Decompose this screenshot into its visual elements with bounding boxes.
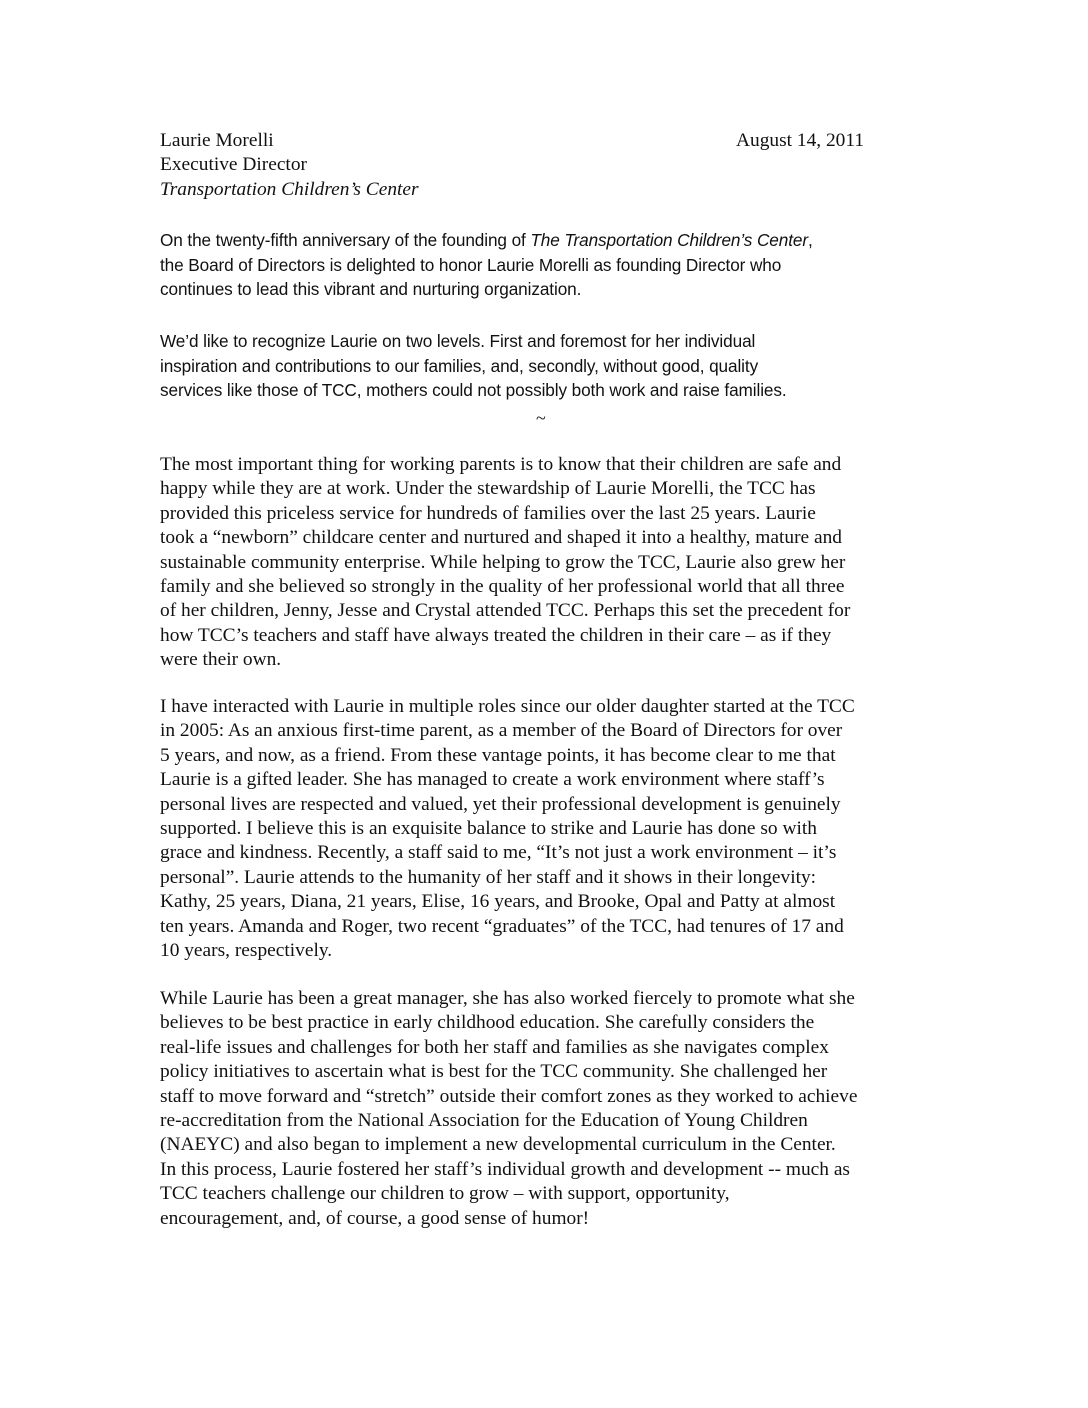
body-line: While Laurie has been a great manager, she has also worked fiercely to promote what she xyxy=(160,988,855,1009)
intro-line-text: , xyxy=(807,230,813,250)
body-line: I have interacted with Laurie in multiple roles since our older daughter started at the TCC xyxy=(160,696,855,717)
recognition-line: inspiration and contributions to our families, and, secondly, without good, quality xyxy=(160,355,759,376)
body-line: encouragement, and, of course, a good sense of humor! xyxy=(160,1207,590,1229)
body-line: were their own. xyxy=(160,649,282,671)
recognition-line: We’d like to recognize Laurie on two levels. First and foremost for her individual xyxy=(160,331,756,351)
body-line: sustainable community enterprise. While helping to grow the TCC, Laurie also grew her xyxy=(160,551,846,573)
body-line: personal”. Laurie attends to the humanity of her staff and it shows in their longevity: xyxy=(160,866,817,888)
paragraph-best-practice xyxy=(160,987,950,1231)
body-line: The most important thing for working parents is to know that their children are safe and xyxy=(160,454,842,475)
recipient-organization: Transportation Children’s Center xyxy=(160,178,419,200)
body-line: family and she believed so strongly in the quality of her professional world that all three xyxy=(160,576,845,598)
recipient-name: Laurie Morelli xyxy=(160,130,274,151)
recognition-paragraph xyxy=(160,329,950,403)
body-line: took a “newborn” childcare center and nurtured and shaped it into a healthy, mature and xyxy=(160,527,842,549)
body-line: supported. I believe this is an exquisite balance to strike and Laurie has done so with xyxy=(160,818,817,840)
body-line: personal lives are respected and valued, yet their professional development is genuinely xyxy=(160,793,841,815)
body-line: staff to move forward and “stretch” outside their comfort zones as they worked to achieve xyxy=(160,1085,858,1107)
body-line: re-accreditation from the National Association for the Education of Young Children xyxy=(160,1110,808,1132)
organization-name: The Transportation Children’s Center xyxy=(530,230,808,250)
intro-line: continues to lead this vibrant and nurturing organization. xyxy=(160,279,582,300)
body-line: of her children, Jenny, Jesse and Crystal attended TCC. Perhaps this set the precedent for xyxy=(160,600,851,622)
body-line: believes to be best practice in early childhood education. She carefully considers the xyxy=(160,1012,815,1034)
body-line: 5 years, and now, as a friend. From these vantage points, it has become clear to me that xyxy=(160,744,836,766)
body-line: how TCC’s teachers and staff have always treated the children in their care – as if they xyxy=(160,624,832,646)
body-line: real-life issues and challenges for both her staff and families as she navigates complex xyxy=(160,1036,829,1058)
intro-line xyxy=(160,228,950,253)
body-line: In this process, Laurie fostered her staff’s individual growth and development -- much as xyxy=(160,1158,850,1180)
intro-line: the Board of Directors is delighted to honor Laurie Morelli as founding Director who xyxy=(160,254,782,275)
body-line: provided this priceless service for hundreds of families over the last 25 years. Laurie xyxy=(160,502,816,524)
intro-line-text: On the twenty-fifth anniversary of the founding of xyxy=(160,230,531,250)
paragraph-stewardship xyxy=(160,453,950,673)
body-line: Kathy, 25 years, Diana, 21 years, Elise, 16 years, and Brooke, Opal and Patty at almost xyxy=(160,891,836,913)
intro-paragraph xyxy=(160,228,950,302)
body-line: TCC teachers challenge our children to grow – with support, opportunity, xyxy=(160,1183,730,1205)
letter-date: August 14, 2011 xyxy=(736,130,865,151)
body-line: 10 years, respectively. xyxy=(160,940,333,962)
body-line: grace and kindness. Recently, a staff said to me, “It’s not just a work environment – it’s xyxy=(160,842,837,864)
body-line: policy initiatives to ascertain what is best for the TCC community. She challenged her xyxy=(160,1061,828,1083)
body-line: ten years. Amanda and Roger, two recent “graduates” of the TCC, had tenures of 17 and xyxy=(160,915,844,937)
body-line: in 2005: As an anxious first-time parent, as a member of the Board of Directors for over xyxy=(160,720,843,742)
body-line: happy while they are at work. Under the stewardship of Laurie Morelli, the TCC has xyxy=(160,478,816,500)
recognition-line: services like those of TCC, mothers could not possibly both work and raise families. xyxy=(160,380,787,401)
recipient-title: Executive Director xyxy=(160,154,307,176)
paragraph-leadership xyxy=(160,695,950,963)
section-separator: ~ xyxy=(536,408,546,428)
body-line: Laurie is a gifted leader. She has managed to create a work environment where staff’s xyxy=(160,769,825,791)
body-line: (NAEYC) and also began to implement a new developmental curriculum in the Center. xyxy=(160,1134,836,1156)
